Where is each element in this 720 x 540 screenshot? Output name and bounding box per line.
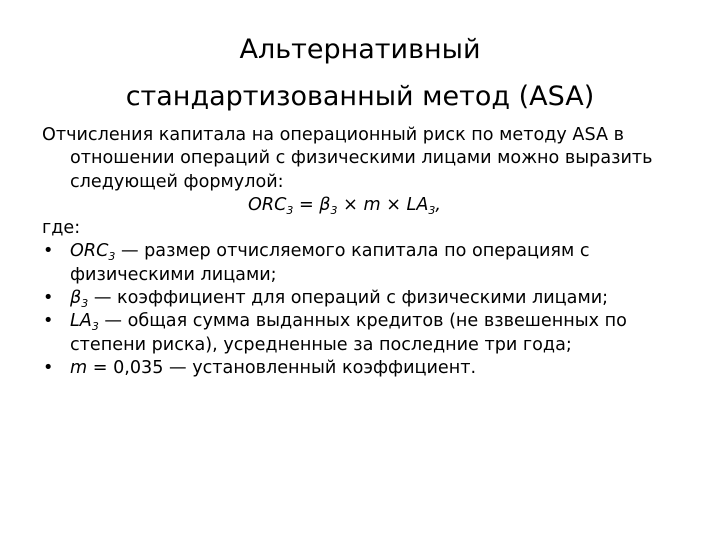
formula-la: LA [406, 194, 429, 215]
formula-beta-subscript: 3 [330, 203, 338, 217]
definition-text: — коэффициент для операций с физическими лицами; [88, 288, 609, 309]
definition-text: — размер отчисляемого капитала по операциям с физическими лицами; [70, 241, 590, 285]
definition-symbol-subscript: 3 [81, 297, 89, 311]
definition-symbol-subscript: 3 [91, 320, 99, 334]
definition-text: — общая сумма выданных кредитов (не взвешенных по степени риска), усредненные за последние три года; [70, 311, 627, 355]
definition-symbol-subscript: 3 [108, 250, 116, 264]
formula-times-1: × [337, 194, 364, 215]
intro-paragraph: Отчисления капитала на операционный риск по методу ASA в отношении операций с физическими лицами можно выразить следующей формулой: [42, 125, 653, 192]
slide-body [42, 124, 702, 380]
definition-item-beta [42, 287, 702, 310]
bullet-dot: • [43, 241, 54, 262]
bullet-dot: • [43, 288, 54, 309]
definition-symbol: ORC [70, 241, 109, 262]
definition-text: = 0,035 — установленный коэффициент. [87, 357, 477, 378]
formula-times-2: × [380, 194, 407, 215]
definition-item-m [42, 357, 702, 380]
bullet-dot: • [43, 357, 54, 378]
formula-orc: ORC [248, 194, 287, 215]
definition-symbol: β [70, 288, 82, 309]
definition-item-orc [42, 240, 702, 287]
title-line-2: стандартизованный метод (ASA) [125, 81, 595, 112]
slide-title [0, 26, 720, 120]
title-line-1: Альтернативный [239, 34, 481, 65]
formula-equals: = [293, 194, 320, 215]
definition-symbol: LA [70, 311, 92, 332]
formula [42, 194, 702, 217]
formula-beta: β [319, 194, 331, 215]
formula-m: m [363, 194, 381, 215]
definition-symbol: m [70, 357, 88, 378]
formula-tail: , [435, 194, 441, 215]
where-label: где: [42, 218, 81, 239]
definition-item-la [42, 310, 702, 357]
bullet-dot: • [43, 311, 54, 332]
definition-list [42, 240, 702, 380]
formula-orc-subscript: 3 [286, 203, 294, 217]
formula-la-subscript: 3 [428, 203, 436, 217]
